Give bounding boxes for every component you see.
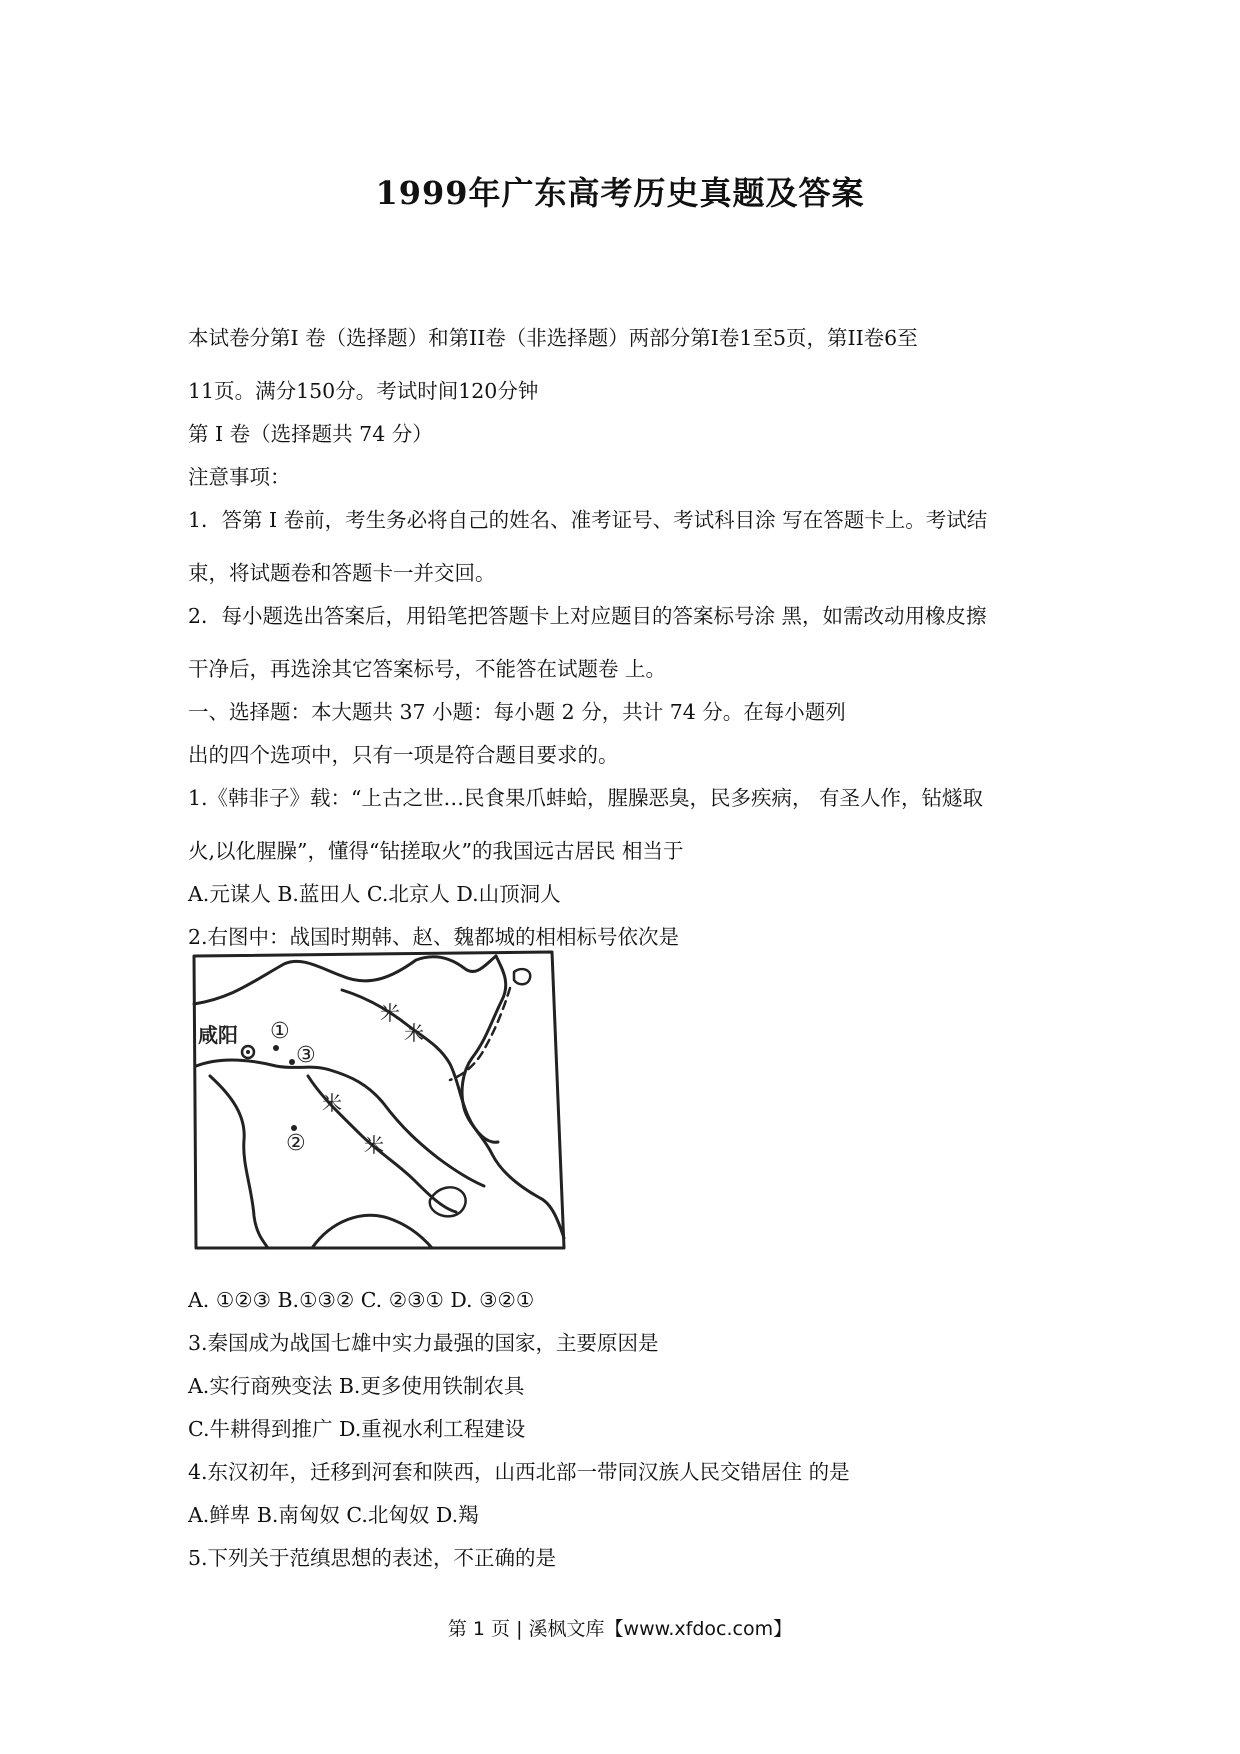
question-1-line-a: 1.《韩非子》载：“上古之世…民食果爪蚌蛤，腥臊恶臭，民多疾病， 有圣人作，钻燧取 <box>188 786 984 810</box>
river-mark-2: 米 <box>404 1021 424 1045</box>
south-boundary <box>312 1215 432 1248</box>
marker-2-dot <box>291 1125 297 1131</box>
question-4-options: A.鲜卑 B.南匈奴 C.北匈奴 D.羯 <box>188 1503 479 1527</box>
wei-river <box>196 1060 484 1186</box>
question-1-options: A.元谋人 B.蓝田人 C.北京人 D.山顶洞人 <box>188 882 561 906</box>
north-border <box>194 956 496 1004</box>
question-3-stem: 3.秦国成为战国七雄中实力最强的国家，主要原因是 <box>188 1331 659 1355</box>
notice-2-line-a: 2．每小题选出答案后，用铅笔把答题卡上对应题目的答案标号涂 黑，如需改动用橡皮擦 <box>188 604 987 628</box>
questions-continued <box>188 1284 1058 1585</box>
question-3-options-a: A.实行商殃变法 B.更多使用铁制农具 <box>188 1374 525 1398</box>
notice-1-line-a: 1．答第 Ⅰ 卷前，考生务必将自己的姓名、准考证号、考试科目涂 写在答题卡上。考试结 <box>188 508 988 532</box>
question-2-options: A. ①②③ B.①③② C. ②③① D. ③②① <box>188 1288 535 1312</box>
marker-1-dot <box>273 1045 279 1051</box>
document-body <box>188 322 1058 964</box>
question-2-stem: 2.右图中：战国时期韩、赵、魏都城的相相标号依次是 <box>188 925 680 949</box>
east-coast <box>462 956 564 1238</box>
city-label-xianyang: 咸阳 <box>198 1023 238 1047</box>
page-footer: 第 1 页 | 溪枫文库【www.xfdoc.com】 <box>447 1618 793 1640</box>
question-3-options-b: C.牛耕得到推广 D.重视水利工程建设 <box>188 1417 526 1441</box>
north-lake <box>514 969 530 984</box>
section-1-line-a: 一、选择题：本大题共 37 小题：每小题 2 分，共计 74 分。在每小题列 <box>188 700 846 724</box>
map-marker-3: ③ <box>296 1043 316 1068</box>
river-mark-1: 米 <box>380 1001 400 1025</box>
section-1-line-b: 出的四个选项中，只有一项是符合题目要求的。 <box>188 743 619 767</box>
yellow-river <box>342 990 498 1142</box>
notice-heading: 注意事项： <box>188 465 291 489</box>
question-1-line-b: 火,以化腥臊”，懂得“钻搓取火”的我国远古居民 相当于 <box>188 839 684 863</box>
intro-line-2: 11页。满分150分。考试时间120分钟 <box>188 379 539 403</box>
document-title: 1999年广东高考历史真题及答案 <box>375 174 865 212</box>
question-4-stem: 4.东汉初年，迁移到河套和陕西，山西北部一带同汉族人民交错居住 的是 <box>188 1460 850 1484</box>
map-marker-1: ① <box>270 1019 290 1044</box>
east-lake <box>430 1187 466 1216</box>
part1-heading: 第 Ⅰ 卷（选择题共 74 分） <box>188 422 433 446</box>
map-image <box>192 948 568 1252</box>
river-mark-3: 米 <box>322 1091 342 1115</box>
map-marker-2: ② <box>286 1131 306 1156</box>
west-boundary <box>210 1076 268 1248</box>
river-mark-4: 米 <box>364 1133 384 1157</box>
intro-line-1: 本试卷分第Ⅰ 卷（选择题）和第II卷（非选择题）两部分第Ⅰ卷1至5页，第II卷6至 <box>188 326 918 350</box>
question-5-stem: 5.下列关于范缜思想的表述，不正确的是 <box>188 1546 557 1570</box>
warring-states-map <box>192 948 568 1252</box>
marker-3-dot <box>289 1059 295 1065</box>
notice-2-line-b: 干净后，再选涂其它答案标号，不能答在试题卷 上。 <box>188 657 667 681</box>
notice-1-line-b: 束，将试题卷和答题卡一并交回。 <box>188 561 496 585</box>
